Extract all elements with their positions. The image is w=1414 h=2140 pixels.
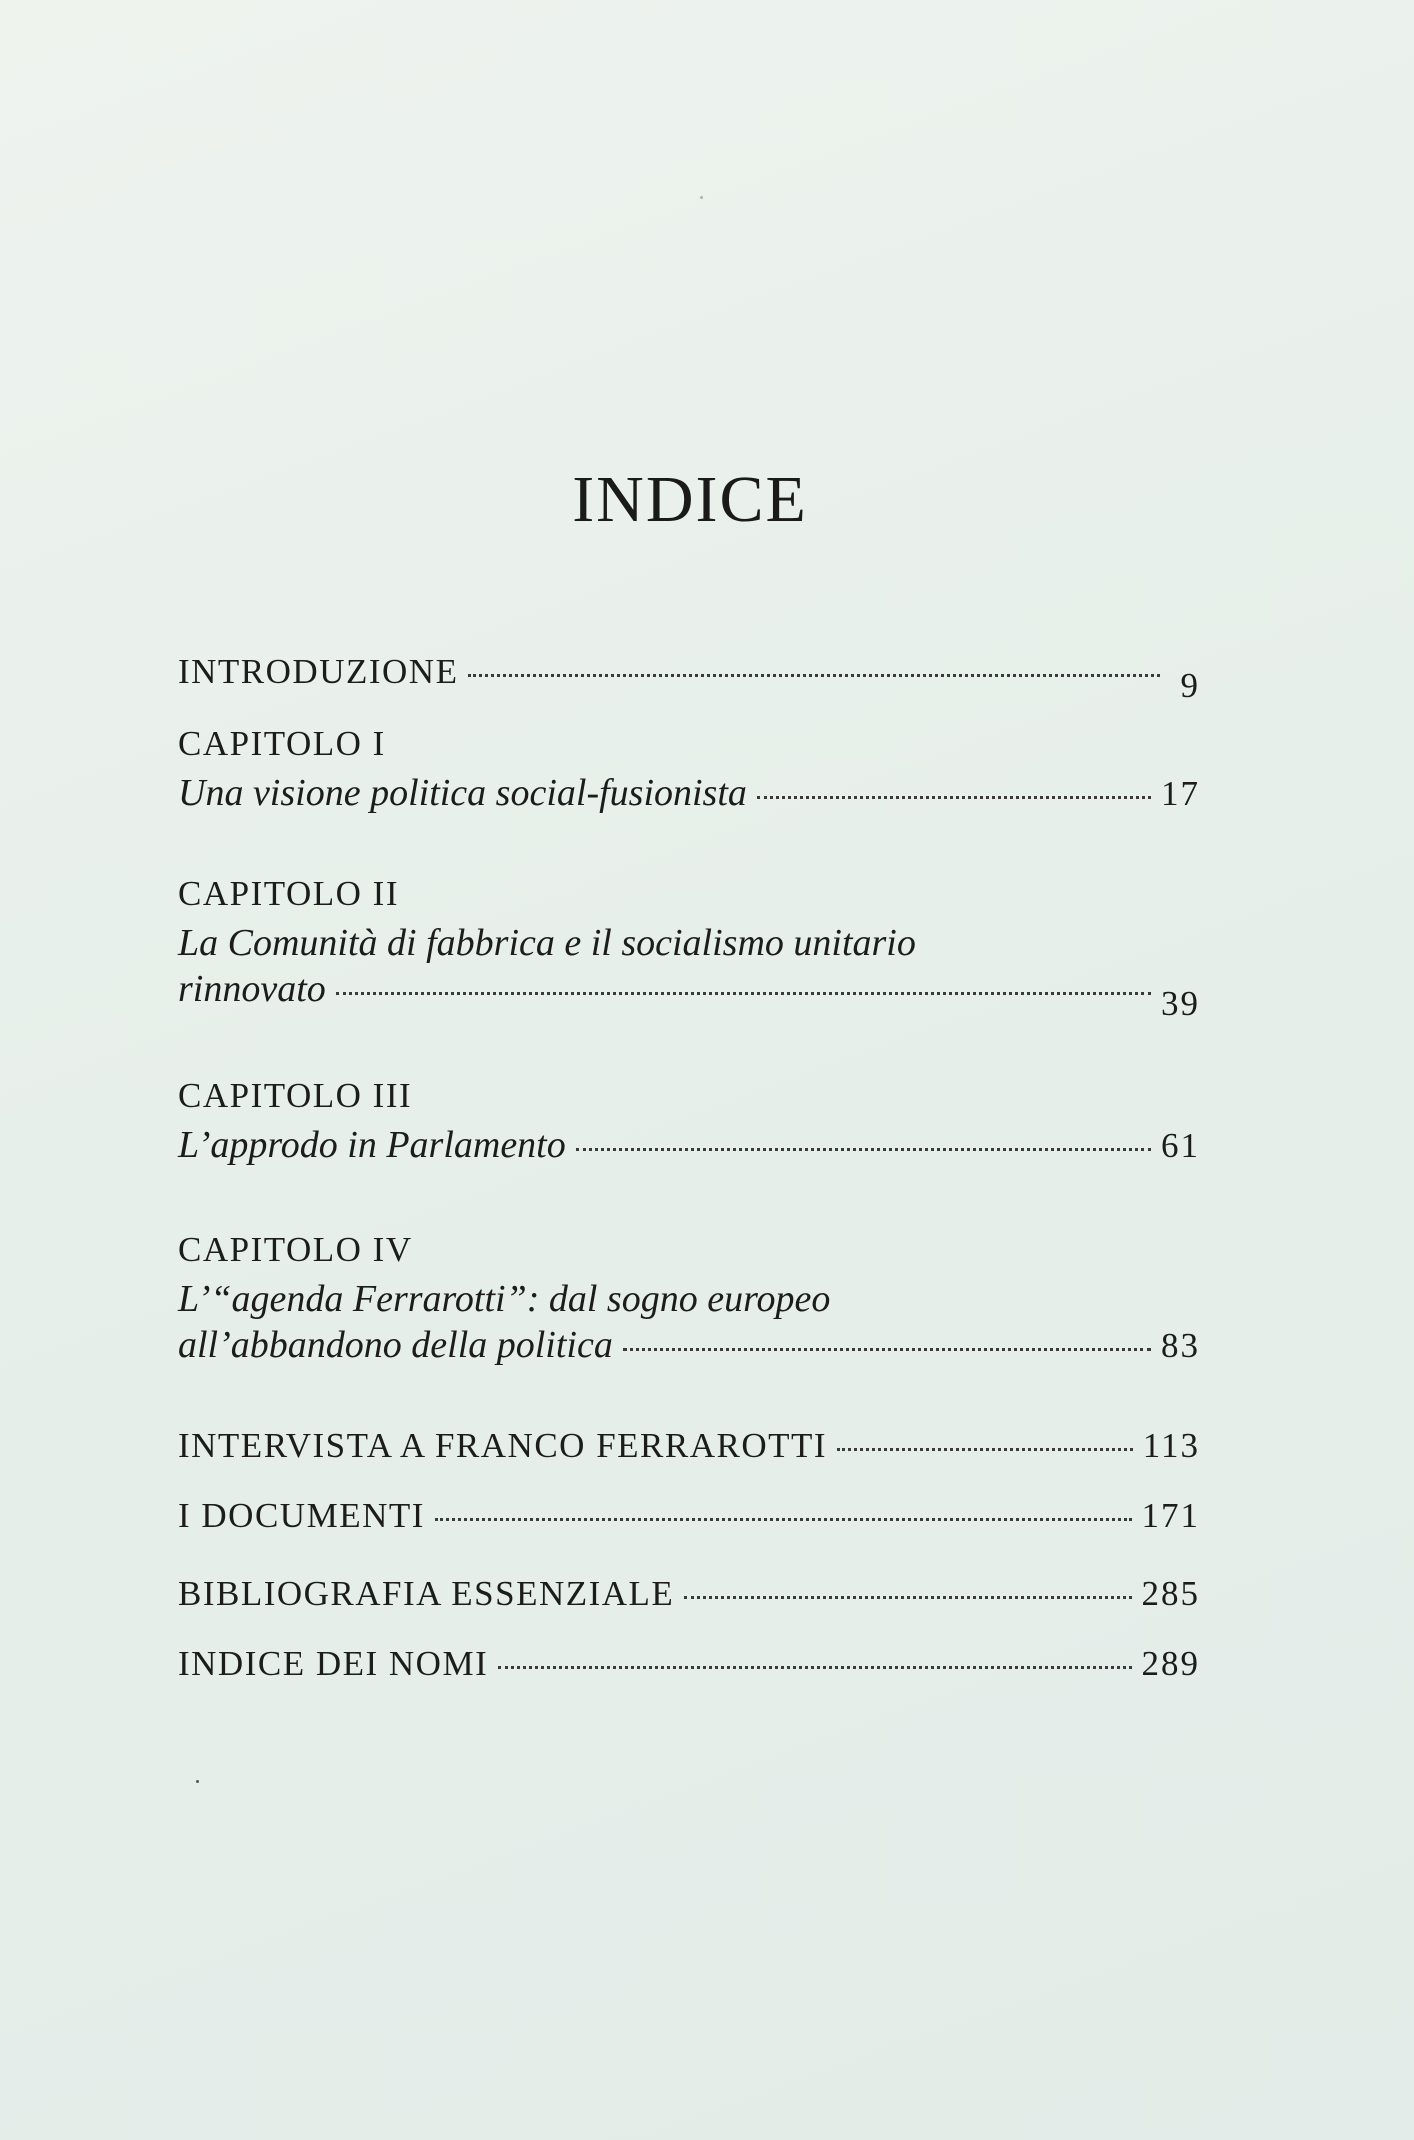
- toc-page-number: 61: [1161, 1126, 1200, 1165]
- toc-entry-capitolo-4[interactable]: [178, 1228, 1200, 1368]
- toc-entry-capitolo-3[interactable]: [178, 1074, 1200, 1168]
- dot-leader: [837, 1448, 1133, 1451]
- toc-entry-intervista[interactable]: [178, 1424, 1200, 1468]
- toc-heading: CAPITOLO I: [178, 724, 386, 763]
- toc-page-number: 113: [1142, 1426, 1200, 1465]
- toc-subtitle: L’“agenda Ferrarotti”: dal sogno europeo: [178, 1278, 831, 1320]
- dot-leader: [684, 1596, 1131, 1599]
- toc-entry-indice-dei-nomi[interactable]: [178, 1642, 1200, 1686]
- dot-leader: [498, 1666, 1131, 1669]
- toc-heading: INDICE DEI NOMI: [178, 1644, 489, 1683]
- toc-entry-introduzione[interactable]: [178, 650, 1200, 705]
- toc-heading: INTERVISTA A FRANCO FERRAROTTI: [178, 1426, 828, 1465]
- toc-entry-bibliografia[interactable]: [178, 1572, 1200, 1616]
- toc-subtitle: all’abbandono della politica: [178, 1324, 613, 1366]
- toc-subtitle: Una visione politica social-fusionista: [178, 772, 747, 814]
- dot-leader: [336, 992, 1151, 995]
- toc-entry-documenti[interactable]: [178, 1494, 1200, 1538]
- toc-page-number: 285: [1141, 1574, 1200, 1613]
- dot-leader: [468, 674, 1160, 677]
- toc-page-number: 83: [1161, 1326, 1200, 1365]
- toc-page-number: 171: [1141, 1496, 1200, 1535]
- toc-heading: CAPITOLO III: [178, 1076, 413, 1115]
- dot-leader: [757, 796, 1151, 799]
- paper-speck: [196, 1780, 199, 1783]
- toc-subtitle: rinnovato: [178, 968, 326, 1010]
- toc-heading: CAPITOLO IV: [178, 1230, 413, 1269]
- toc-heading: INTRODUZIONE: [178, 652, 459, 691]
- toc-subtitle: La Comunità di fabbrica e il socialismo unitario: [178, 922, 916, 964]
- toc-page-number: 9: [1180, 666, 1200, 705]
- dot-leader: [435, 1518, 1132, 1521]
- toc-subtitle: L’approdo in Parlamento: [178, 1124, 566, 1166]
- toc-page-number: 289: [1141, 1644, 1200, 1683]
- toc-heading: I DOCUMENTI: [178, 1496, 425, 1535]
- toc-entry-capitolo-1[interactable]: [178, 722, 1200, 816]
- dot-leader: [623, 1348, 1151, 1351]
- toc-heading: CAPITOLO II: [178, 874, 399, 913]
- page-title: INDICE: [572, 463, 808, 536]
- toc-heading: BIBLIOGRAFIA ESSENZIALE: [178, 1574, 675, 1613]
- toc-page-number: 17: [1161, 774, 1200, 813]
- paper-speck: [700, 196, 703, 199]
- toc-page-number: 39: [1161, 984, 1200, 1023]
- dot-leader: [576, 1148, 1151, 1151]
- toc-entry-capitolo-2[interactable]: [178, 872, 1200, 1023]
